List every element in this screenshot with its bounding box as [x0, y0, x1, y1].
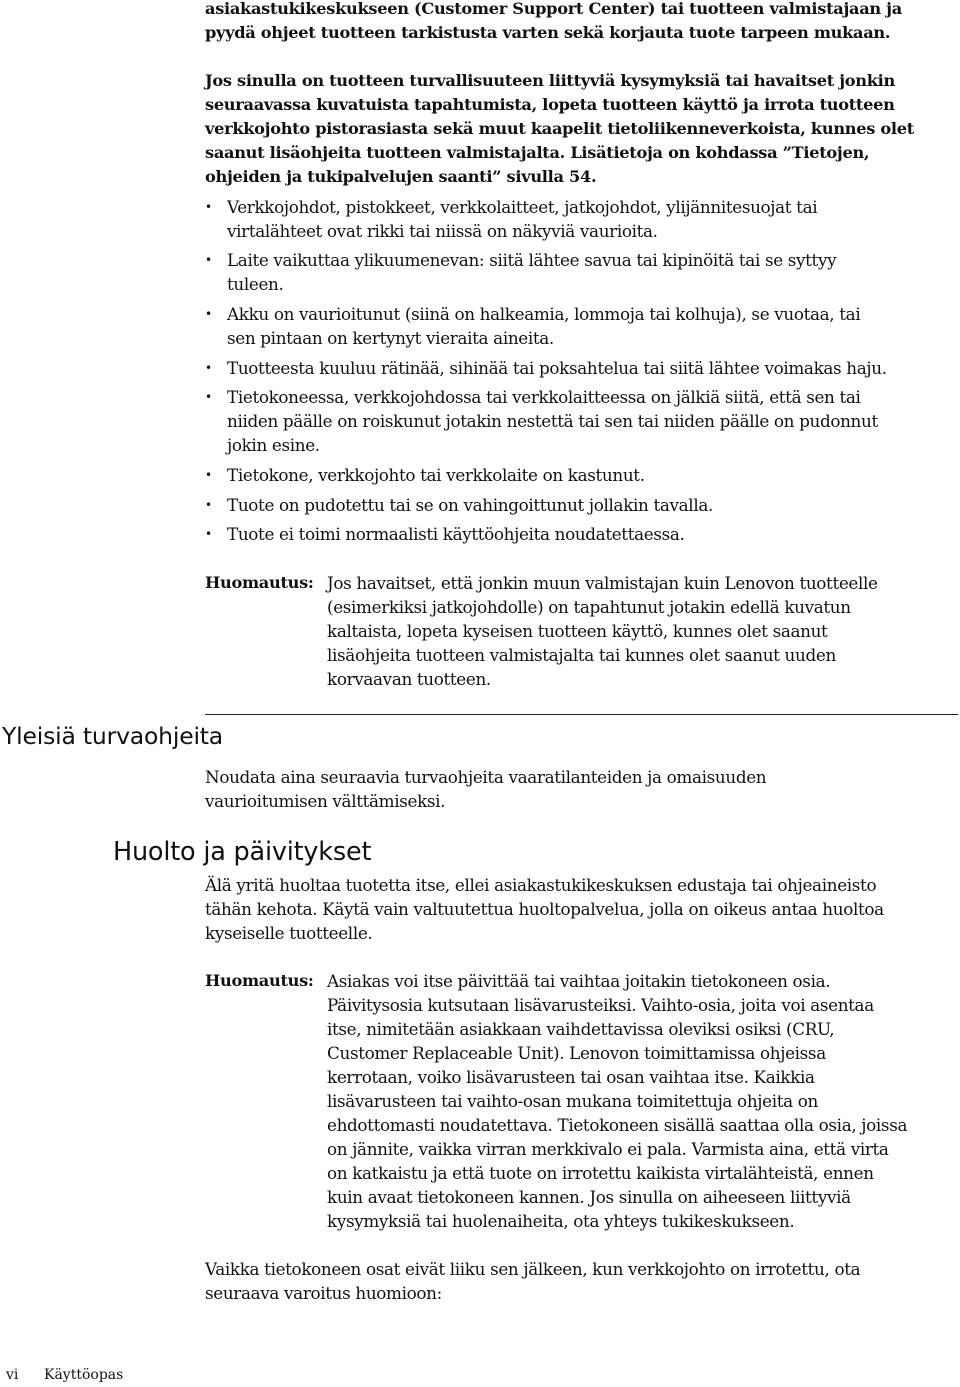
section-heading-service: Huolto ja päivitykset: [113, 837, 372, 867]
list-item-line: Laite vaikuttaa ylikuumenevan: siitä lähtee savua tai kipinöitä tai se syttyy: [227, 250, 837, 270]
bullet-icon: •: [205, 253, 213, 267]
note-line: Jos havaitset, että jonkin muun valmistajan kuin Lenovon tuotteelle: [327, 573, 878, 593]
paragraph-line: tähän kehota. Käytä vain valtuutettua huoltopalvelua, jolla on oikeus antaa huoltoa: [205, 899, 884, 919]
list-item-line: Tietokone, verkkojohto tai verkkolaite on kastunut.: [227, 465, 645, 485]
section-heading-general: Yleisiä turvaohjeita: [2, 722, 223, 750]
bullet-icon: •: [205, 307, 213, 321]
list-item-line: jokin esine.: [227, 435, 320, 455]
warning-line: saanut lisäohjeita tuotteen valmistajalta. Lisätietoja on kohdassa ”Tietojen,: [205, 143, 870, 162]
bullet-icon: •: [205, 361, 213, 375]
note-line: lisäohjeita tuotteen valmistajalta tai kunnes olet saanut uuden: [327, 645, 836, 665]
warning-line: seuraavassa kuvatuista tapahtumista, lopeta tuotteen käyttö ja irrota tuotteen: [205, 95, 895, 114]
paragraph-line: Vaikka tietokoneen osat eivät liiku sen jälkeen, kun verkkojohto on irrotettu, ota: [205, 1259, 861, 1279]
note-label: Huomautus:: [205, 971, 314, 990]
list-item-line: Akku on vaurioitunut (siinä on halkeamia, lommoja tai kolhuja), se vuotaa, tai: [227, 304, 861, 324]
note-line: Asiakas voi itse päivittää tai vaihtaa joitakin tietokoneen osia.: [327, 971, 831, 991]
list-item-line: niiden päälle on roiskunut jotakin nestettä tai sen tai niiden päälle on pudonnut: [227, 411, 878, 431]
note-line: (esimerkiksi jatkojohdolle) on tapahtunut jotakin edellä kuvatun: [327, 597, 851, 617]
note-line: ehdottomasti noudatettava. Tietokoneen sisällä saattaa olla osia, joissa: [327, 1115, 908, 1135]
list-item-line: Tietokoneessa, verkkojohdossa tai verkkolaitteessa on jälkiä siitä, että sen tai: [227, 387, 861, 407]
note-line: kysymyksiä tai huolenaiheita, ota yhteys tukikeskukseen.: [327, 1211, 795, 1231]
warning-line: ohjeiden ja tukipalvelujen saanti” sivulla 54.: [205, 167, 597, 186]
footer-title: Käyttöopas: [44, 1367, 124, 1383]
bullet-icon: •: [205, 468, 213, 482]
list-item-line: tuleen.: [227, 274, 284, 294]
bullet-icon: •: [205, 498, 213, 512]
paragraph-line: seuraava varoitus huomioon:: [205, 1283, 442, 1303]
note-line: korvaavan tuotteen.: [327, 669, 491, 689]
bullet-icon: •: [205, 527, 213, 541]
intro-line: pyydä ohjeet tuotteen tarkistusta varten sekä korjauta tuote tarpeen mukaan.: [205, 23, 891, 42]
paragraph-line: vaurioitumisen välttämiseksi.: [205, 791, 446, 811]
intro-line: asiakastukikeskukseen (Customer Support Center) tai tuotteen valmistajaan ja: [205, 0, 902, 18]
note-line: itse, nimitetään asiakkaan vaihdettavissa oleviksi osiksi (CRU,: [327, 1019, 835, 1039]
note-line: Päivitysosia kutsutaan lisävarusteiksi. Vaihto-osia, joita voi asentaa: [327, 995, 874, 1015]
paragraph-line: Älä yritä huoltaa tuotetta itse, ellei asiakastukikeskuksen edustaja tai ohjeaineisto: [205, 875, 877, 895]
note-line: kerrotaan, voiko lisävarusteen tai osan vaihtaa itse. Kaikkia: [327, 1067, 815, 1087]
warning-line: Jos sinulla on tuotteen turvallisuuteen liittyviä kysymyksiä tai havaitset jonkin: [205, 71, 895, 90]
list-item-line: Verkkojohdot, pistokkeet, verkkolaitteet, jatkojohdot, ylijännitesuojat tai: [227, 197, 818, 217]
note-line: kuin avaat tietokoneen kannen. Jos sinulla on aiheeseen liittyviä: [327, 1187, 851, 1207]
list-item-line: Tuote on pudotettu tai se on vahingoittunut jollakin tavalla.: [227, 495, 713, 515]
list-item-line: sen pintaan on kertynyt vieraita aineita.: [227, 328, 554, 348]
list-item-line: virtalähteet ovat rikki tai niissä on näkyviä vaurioita.: [227, 221, 658, 241]
note-line: on jännite, vaikka virran merkkivalo ei pala. Varmista aina, että virta: [327, 1139, 889, 1159]
note-line: lisävarusteen tai vaihto-osan mukana toimitettuja ohjeita on: [327, 1091, 818, 1111]
list-item-line: Tuotteesta kuuluu rätinää, sihinää tai poksahtelua tai siitä lähtee voimakas haju.: [227, 358, 887, 378]
list-item-line: Tuote ei toimi normaalisti käyttöohjeita noudatettaessa.: [227, 524, 685, 544]
note-label: Huomautus:: [205, 573, 314, 592]
note-line: Customer Replaceable Unit). Lenovon toimittamissa ohjeissa: [327, 1043, 826, 1063]
paragraph-line: Noudata aina seuraavia turvaohjeita vaaratilanteiden ja omaisuuden: [205, 767, 767, 787]
note-line: on katkaistu ja että tuote on irrotettu kaikista virtalähteistä, ennen: [327, 1163, 874, 1183]
bullet-icon: •: [205, 200, 213, 214]
paragraph-line: kyseiselle tuotteelle.: [205, 923, 373, 943]
note-line: kaltaista, lopeta kyseisen tuotteen käyttö, kunnes olet saanut: [327, 621, 828, 641]
page-number: vi: [6, 1367, 19, 1383]
section-divider: [205, 714, 958, 715]
warning-line: verkkojohto pistorasiasta sekä muut kaapelit tietoliikenneverkoista, kunnes olet: [205, 119, 914, 138]
bullet-icon: •: [205, 390, 213, 404]
